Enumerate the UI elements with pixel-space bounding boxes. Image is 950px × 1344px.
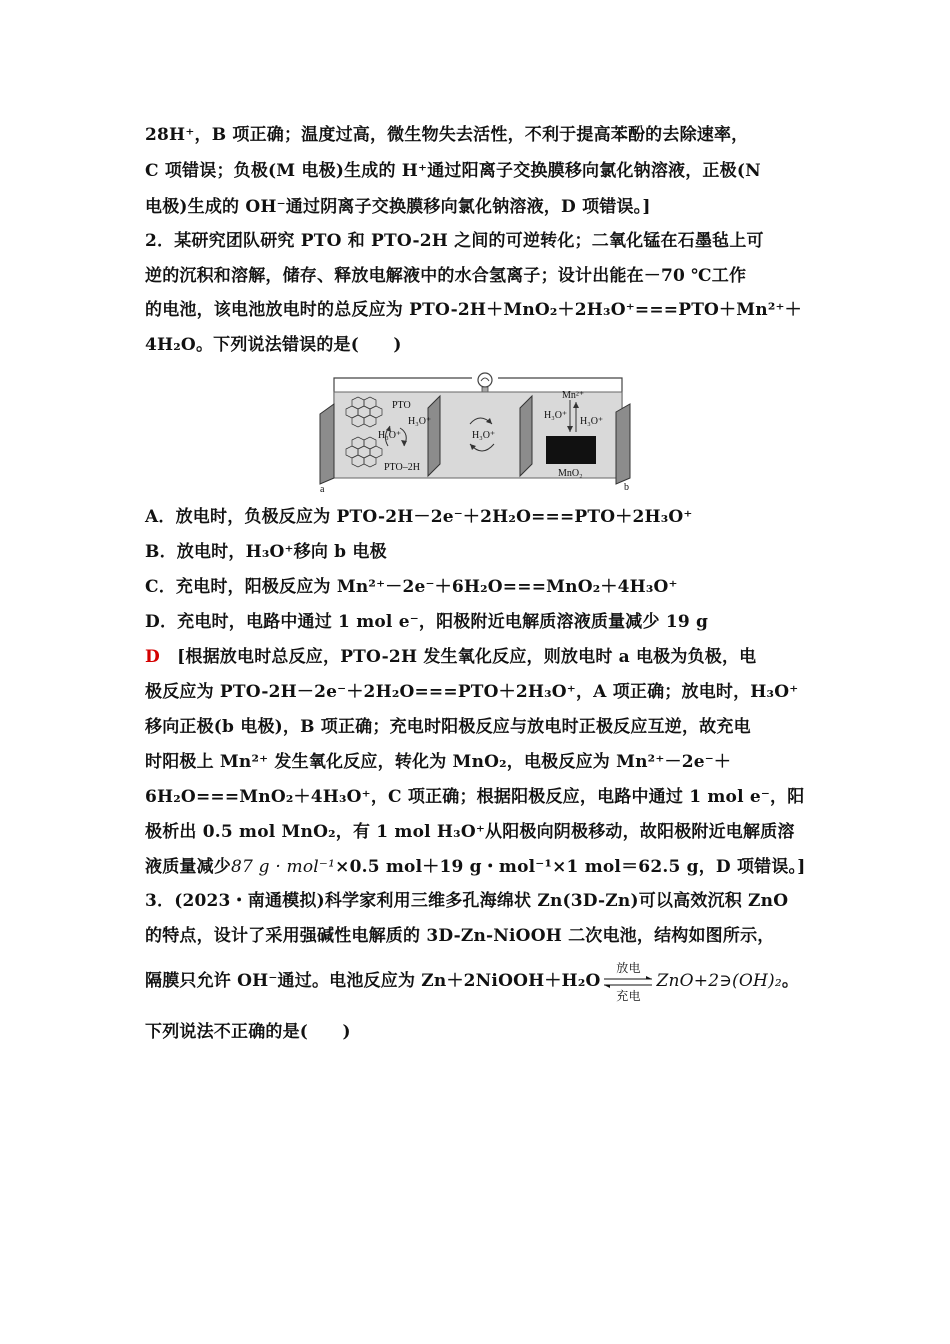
h3o-label: H₃O⁺ bbox=[378, 430, 402, 441]
question-3-line: 3．(2023・南通模拟)科学家利用三维多孔海绵状 Zn(3D-Zn)可以高效沉积 ZnO bbox=[145, 891, 789, 911]
explanation-line: 时阳极上 Mn²⁺ 发生氧化反应，转化为 MnO₂，电极反应为 Mn²⁺－2e⁻＋ bbox=[145, 752, 732, 772]
explanation-text: [根据放电时总反应，PTO-2H 发生氧化反应，则放电时 a 电极为负极，电 bbox=[177, 647, 757, 667]
question-text: 。 bbox=[781, 971, 800, 991]
arrow-bottom-label: 充电 bbox=[616, 988, 641, 1003]
option-b: B．放电时，H₃O⁺移向 b 电极 bbox=[145, 542, 387, 562]
bulb-icon bbox=[478, 373, 492, 392]
pto-2h-label: PTO–2H bbox=[384, 462, 420, 473]
question-3-line bbox=[145, 960, 813, 1003]
question-3-line: 下列说法不正确的是( ) bbox=[145, 1022, 351, 1042]
h3o-label: H₃O⁺ bbox=[544, 410, 568, 421]
explanation-line: 极反应为 PTO-2H－2e⁻＋2H₂O===PTO＋2H₃O⁺，A 项正确；放电时，H₃O⁺ bbox=[145, 682, 799, 702]
battery-diagram-svg bbox=[312, 372, 642, 494]
h3o-label: H₃O⁺ bbox=[472, 430, 496, 441]
battery-diagram bbox=[312, 372, 642, 494]
explanation-text: 液质量减少 bbox=[145, 857, 231, 877]
text-line: C 项错误；负极(M 电极)生成的 H⁺通过阳离子交换膜移向氯化钠溶液，正极(N bbox=[145, 161, 761, 181]
mn-label: Mn²⁺ bbox=[562, 390, 585, 401]
formula-fragment: ZnO+2∋(OH)₂ bbox=[656, 971, 782, 991]
explanation-line: 极析出 0.5 mol MnO₂，有 1 mol H₃O⁺从阳极向阴极移动，故阳极附近电解质溶 bbox=[145, 822, 795, 842]
option-a: A．放电时，负极反应为 PTO-2H－2e⁻＋2H₂O===PTO＋2H₃O⁺ bbox=[145, 507, 693, 527]
question-2-line: 逆的沉积和溶解，储存、释放电解液中的水合氢离子；设计出能在－70 ℃工作 bbox=[145, 266, 747, 286]
electrode-a-label: a bbox=[320, 484, 325, 494]
text-line: 28H⁺，B 项正确；温度过高，微生物失去活性，不利于提高苯酚的去除速率， bbox=[145, 125, 749, 145]
arrow-top-label: 放电 bbox=[616, 960, 641, 975]
mno2-label: MnO₂ bbox=[558, 468, 583, 479]
pto-label: PTO bbox=[392, 400, 411, 411]
reversible-arrow bbox=[602, 961, 654, 1003]
option-d: D．充电时，电路中通过 1 mol e⁻，阳极附近电解质溶液质量减少 19 g bbox=[145, 612, 709, 632]
option-c: C．充电时，阳极反应为 Mn²⁺－2e⁻＋6H₂O===MnO₂＋4H₃O⁺ bbox=[145, 577, 678, 597]
text-line: 电极)生成的 OH⁻通过阴离子交换膜移向氯化钠溶液，D 项错误。] bbox=[145, 197, 651, 217]
electrode-b-label: b bbox=[624, 482, 629, 493]
explanation-line: 6H₂O===MnO₂＋4H₃O⁺，C 项正确；根据阳极反应，电路中通过 1 mol e⁻，阳 bbox=[145, 787, 805, 807]
h3o-label: H₃O⁺ bbox=[408, 416, 432, 427]
answer-letter: D bbox=[145, 647, 160, 667]
h3o-label: H₃O⁺ bbox=[580, 416, 604, 427]
question-2-line: 4H₂O。下列说法错误的是( ) bbox=[145, 335, 402, 355]
explanation-line bbox=[145, 855, 813, 879]
question-text: 隔膜只允许 OH⁻通过。电池反应为 Zn＋2NiOOH＋H₂O bbox=[145, 971, 601, 991]
equilibrium-arrow-icon bbox=[602, 975, 654, 989]
formula-fragment: 87 g · mol⁻¹ bbox=[231, 857, 336, 877]
question-2-line: 的电池，该电池放电时的总反应为 PTO-2H＋MnO₂＋2H₃O⁺===PTO＋Mn²⁺＋ bbox=[145, 300, 802, 320]
explanation-line bbox=[145, 645, 813, 669]
explanation-line: 移向正极(b 电极)，B 项正确；充电时阳极反应与放电时正极反应互逆，故充电 bbox=[145, 717, 751, 737]
explanation-text: ×0.5 mol＋19 g・mol⁻¹×1 mol＝62.5 g，D 项错误。] bbox=[335, 857, 806, 877]
question-2-line: 2．某研究团队研究 PTO 和 PTO-2H 之间的可逆转化；二氧化锰在石墨毡上可 bbox=[145, 231, 764, 251]
question-3-line: 的特点，设计了采用强碱性电解质的 3D-Zn-NiOOH 二次电池，结构如图所示， bbox=[145, 926, 775, 946]
